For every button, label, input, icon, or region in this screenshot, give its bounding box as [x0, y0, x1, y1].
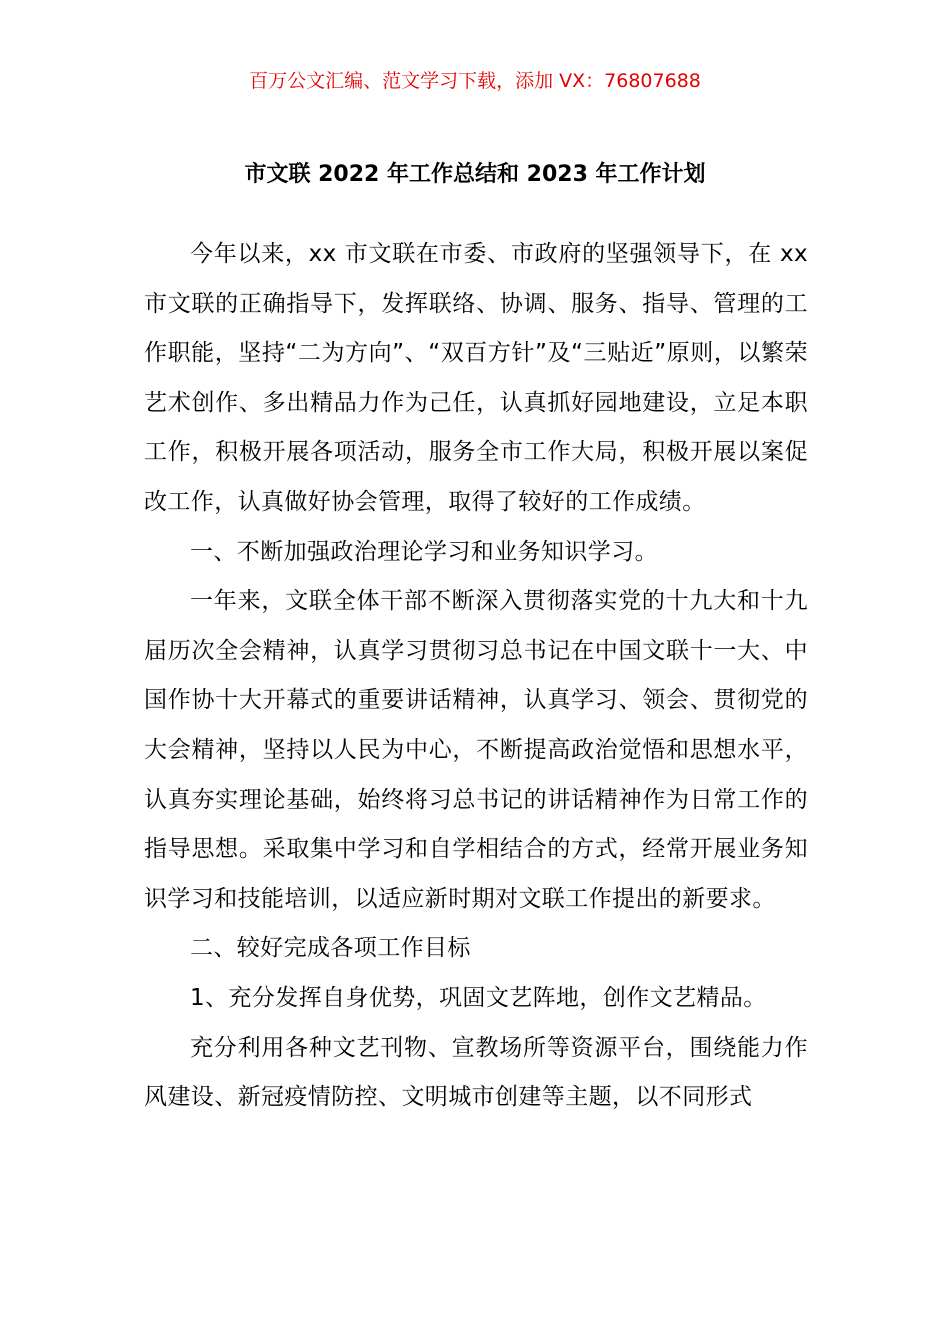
- document-body: [144, 230, 808, 1123]
- header-promo-note: 百万公文汇编、范文学习下载，添加 VX：76807688: [249, 70, 701, 92]
- section-heading-1: 一、不断加强政治理论学习和业务知识学习。: [190, 538, 658, 565]
- paragraph-study: 一年来，文联全体干部不断深入贯彻落实党的十九大和十九届历次全会精神，认真学习贯彻习总书记在中国文联十一大、中国作协十大开幕式的重要讲话精神，认真学习、领会、贯彻党的大会精神，坚持以人民为中心，不断提高政治觉悟和思想水平，认真夯实理论基础，始终将习总书记的讲话精神作为日常工作的指导思想。采取集中学习和自学相结合的方式，经常开展业务知识学习和技能培训，以适应新时期对文联工作提出的新要求。: [144, 588, 808, 912]
- paragraph-intro: 今年以来，xx 市文联在市委、市政府的坚强领导下，在 xx 市文联的正确指导下，发挥联络、协调、服务、指导、管理的工作职能，坚持“二为方向”、“双百方针”及“三贴近”原则，以繁荣艺术创作、多出精品力作为己任，认真抓好园地建设，立足本职工作，积极开展各项活动，服务全市工作大局，积极开展以案促改工作，认真做好协会管理，取得了较好的工作成绩。: [144, 241, 808, 515]
- subsection-heading-1: 1、充分发挥自身优势，巩固文艺阵地，创作文艺精品。: [190, 984, 767, 1011]
- paragraph-resources: 充分利用各种文艺刊物、宣教场所等资源平台，围绕能力作风建设、新冠疫情防控、文明城市创建等主题，以不同形式: [144, 1034, 808, 1111]
- section-heading-2: 二、较好完成各项工作目标: [190, 935, 471, 962]
- document-title: 市文联 2022 年工作总结和 2023 年工作计划: [244, 162, 706, 187]
